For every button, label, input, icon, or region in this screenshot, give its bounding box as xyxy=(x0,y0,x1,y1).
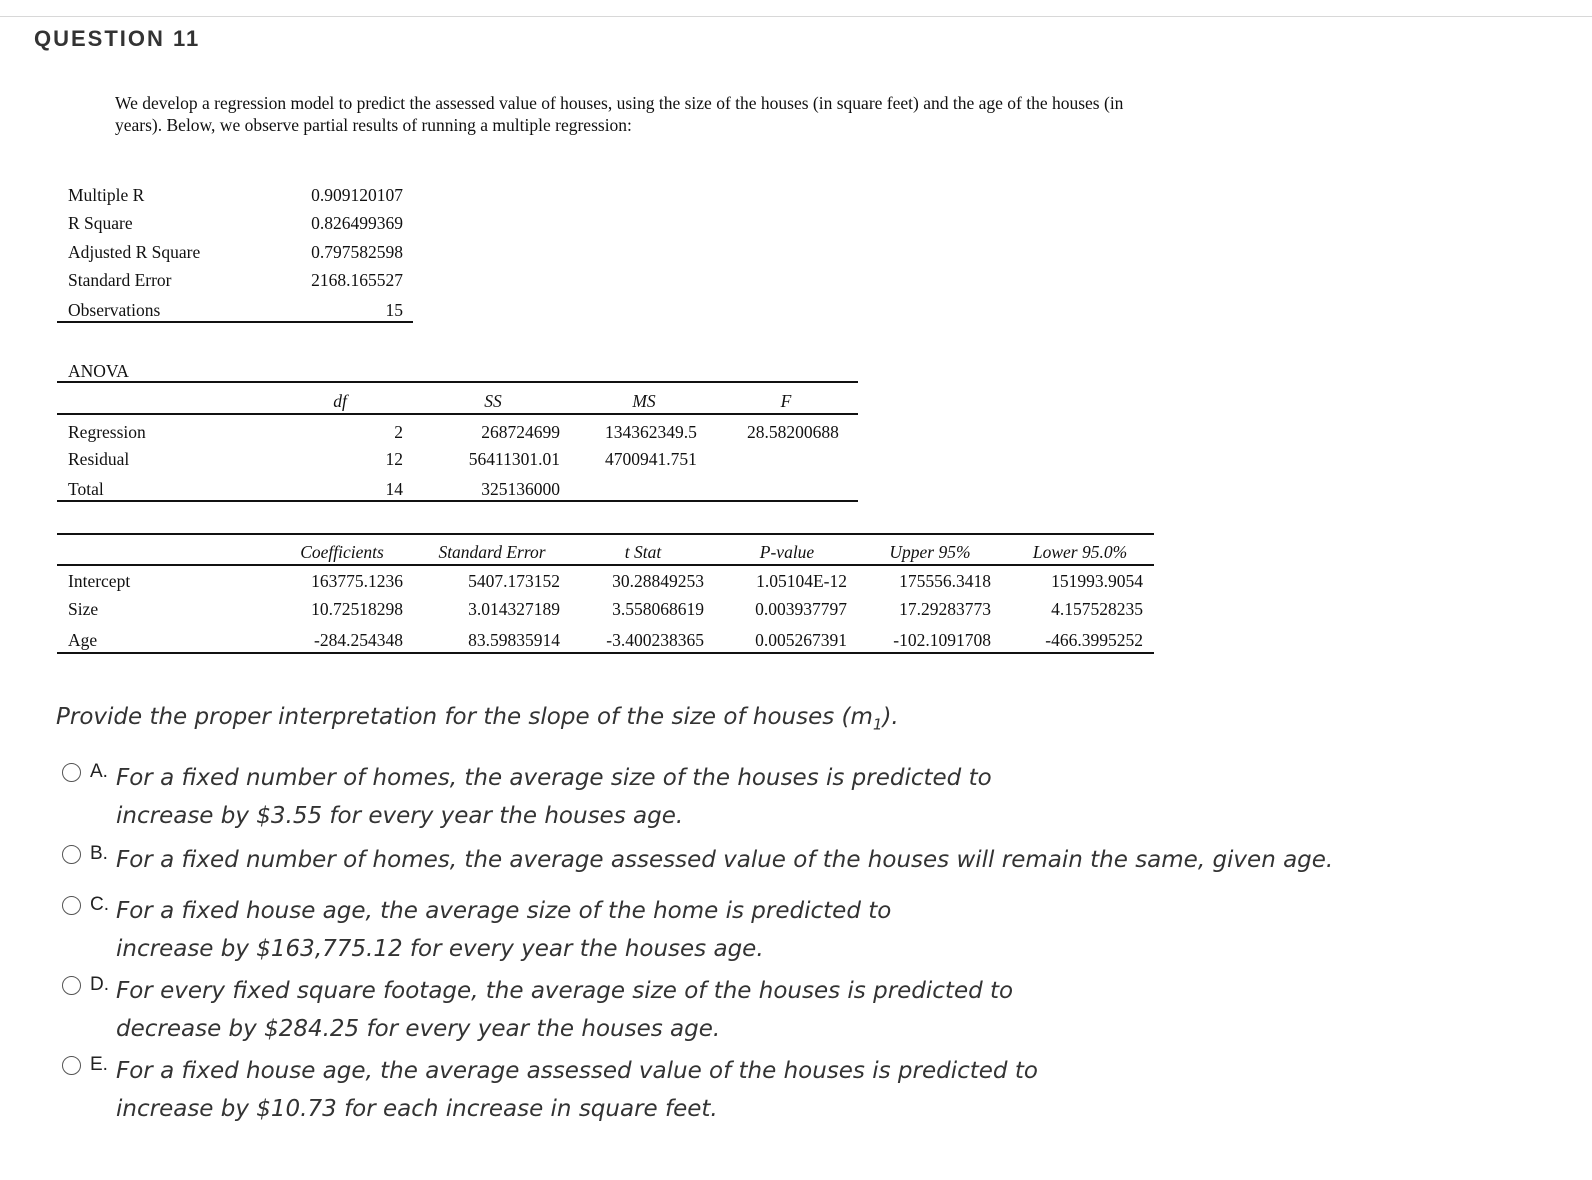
anova-top-rule xyxy=(57,381,858,383)
coef-cell: 5407.173152 xyxy=(468,571,560,591)
coef-cell: 0.003937797 xyxy=(755,599,847,619)
question-prompt: Provide the proper interpretation for the slope of the size of houses $(m_1)$. xyxy=(56,704,899,734)
coef-cell: 3.014327189 xyxy=(468,599,560,619)
coef-row-label: Size xyxy=(68,599,99,619)
coef-cell: 163775.1236 xyxy=(311,571,403,591)
stat-label: R Square xyxy=(68,213,133,233)
stat-label: Standard Error xyxy=(68,270,172,290)
coef-cell: 10.72518298 xyxy=(311,599,403,619)
anova-title: ANOVA xyxy=(68,361,129,381)
anova-cell: 12 xyxy=(385,449,403,469)
option-letter: E. xyxy=(90,1054,108,1075)
coef-cell: 0.005267391 xyxy=(755,630,847,650)
anova-cell: 56411301.01 xyxy=(468,449,560,469)
stat-label: Observations xyxy=(68,300,161,320)
coef-header: Standard Error xyxy=(438,542,546,562)
option-text: For a fixed house age, the average assessed value of the houses is predicted to increase by $10.73 for each increase in square feet. xyxy=(116,1058,1038,1122)
coef-header: Upper 95% xyxy=(889,542,971,562)
coef-row-label: Intercept xyxy=(68,571,131,591)
stat-value: 2168.165527 xyxy=(311,270,403,290)
coef-header: t Stat xyxy=(624,542,662,562)
anova-header-f: F xyxy=(780,391,792,411)
coef-header: P-value xyxy=(759,542,815,562)
coef-bottom-rule xyxy=(57,652,1154,654)
stat-value: 0.797582598 xyxy=(311,242,403,262)
radio-button-b[interactable] xyxy=(62,845,81,864)
question-intro: We develop a regression model to predict the assessed value of houses, using the size of the houses (in square feet) and the age of the houses (in years). Below, we observe partial results of running a multiple regression: xyxy=(115,93,1124,135)
radio-button-e[interactable] xyxy=(62,1056,81,1075)
anova-cell: 134362349.5 xyxy=(605,422,697,442)
anova-header-df: df xyxy=(333,391,347,411)
anova-header-rule xyxy=(57,413,858,415)
top-divider xyxy=(0,16,1592,17)
anova-cell: 268724699 xyxy=(481,422,560,442)
coef-cell: 175556.3418 xyxy=(899,571,991,591)
coef-cell: -284.254348 xyxy=(314,630,403,650)
stat-value: 0.909120107 xyxy=(311,185,403,205)
anova-cell: 28.58200688 xyxy=(747,422,839,442)
coef-cell: 4.157528235 xyxy=(1051,599,1143,619)
anova-bottom-rule xyxy=(57,500,858,502)
coef-cell: 83.59835914 xyxy=(468,630,560,650)
anova-header-ss: SS xyxy=(484,391,502,411)
option-letter: A. xyxy=(90,761,108,782)
coef-cell: 3.558068619 xyxy=(612,599,704,619)
coef-top-rule xyxy=(57,533,1154,535)
stat-label: Adjusted R Square xyxy=(68,242,201,262)
coef-row-label: Age xyxy=(68,630,98,650)
radio-button-c[interactable] xyxy=(62,896,81,915)
coef-cell: 151993.9054 xyxy=(1051,571,1143,591)
anova-cell: 14 xyxy=(385,479,403,499)
radio-button-d[interactable] xyxy=(62,976,81,995)
anova-row-label: Regression xyxy=(68,422,146,442)
anova-row-label: Total xyxy=(68,479,104,499)
coef-cell: -466.3995252 xyxy=(1045,630,1143,650)
stat-value: 15 xyxy=(385,300,403,320)
anova-cell: 2 xyxy=(394,422,403,442)
option-text: For a fixed number of homes, the average size of the houses is predicted to increase by $3.55 for every year the houses age. xyxy=(116,765,992,829)
stat-label: Multiple R xyxy=(68,185,145,205)
stats-rule xyxy=(57,321,413,323)
coef-header: Lower 95.0% xyxy=(1032,542,1128,562)
option-letter: D. xyxy=(90,974,109,995)
option-text: For a fixed number of homes, the average assessed value of the houses will remain the same, given age. xyxy=(116,847,1334,873)
coef-cell: 30.28849253 xyxy=(612,571,704,591)
coef-cell: -102.1091708 xyxy=(893,630,991,650)
anova-row-label: Residual xyxy=(68,449,130,469)
stat-value: 0.826499369 xyxy=(311,213,403,233)
coef-cell: 1.05104E-12 xyxy=(756,571,847,591)
option-text: For every fixed square footage, the average size of the houses is predicted to decrease by $284.25 for every year the houses age. xyxy=(116,978,1014,1042)
coef-header: Coefficients xyxy=(300,542,384,562)
radio-button-a[interactable] xyxy=(62,763,81,782)
question-title: QUESTION 11 xyxy=(34,26,201,51)
anova-header-ms: MS xyxy=(632,391,656,411)
anova-cell: 4700941.751 xyxy=(605,449,697,469)
coef-header-rule xyxy=(57,564,1154,566)
option-text: For a fixed house age, the average size of the home is predicted to increase by $163,775.12 for every year the houses age. xyxy=(116,898,892,962)
coef-cell: -3.400238365 xyxy=(606,630,704,650)
anova-cell: 325136000 xyxy=(481,479,560,499)
option-letter: C. xyxy=(90,894,109,915)
option-letter: B. xyxy=(90,843,108,864)
coef-cell: 17.29283773 xyxy=(899,599,991,619)
